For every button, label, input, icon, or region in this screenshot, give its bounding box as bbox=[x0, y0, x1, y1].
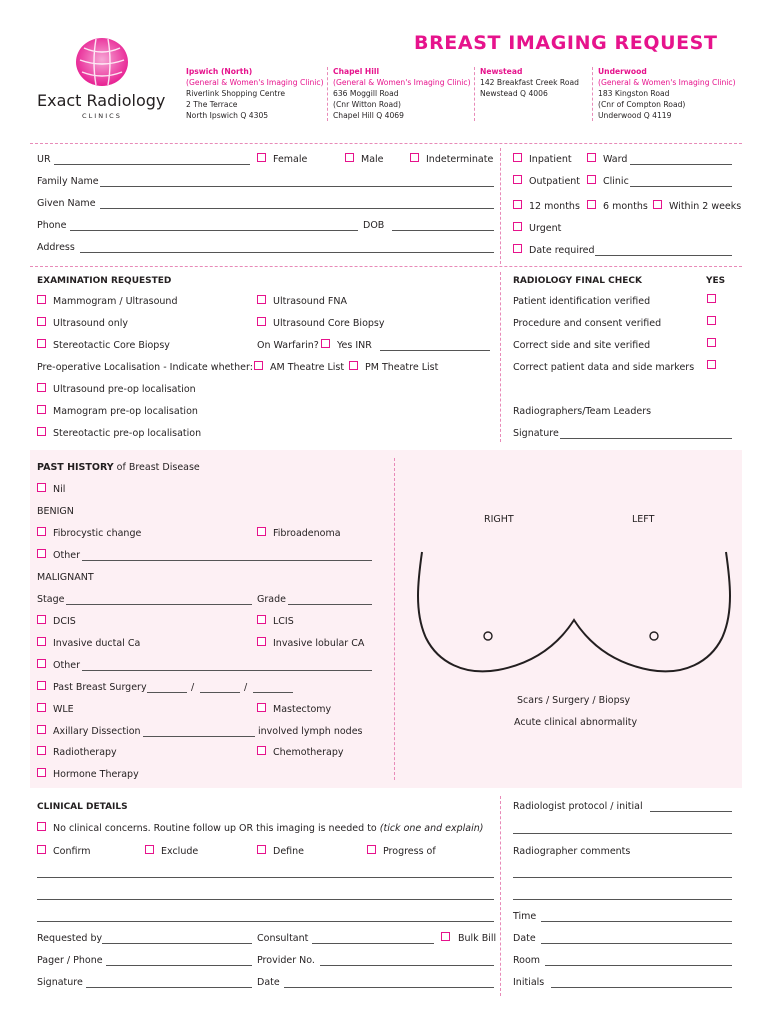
final-signature-field[interactable] bbox=[560, 438, 732, 439]
clinic-address-2: 2 The Terrace bbox=[186, 100, 238, 109]
confirm-label: Confirm bbox=[53, 846, 91, 857]
address-label: Address bbox=[37, 242, 75, 253]
us-fna-checkbox[interactable] bbox=[257, 295, 266, 304]
tick-note: (tick one and explain) bbox=[379, 823, 484, 834]
final-check-checkbox[interactable] bbox=[707, 294, 716, 303]
nipple-left bbox=[650, 632, 658, 640]
clinic-address-2: Newstead Q 4006 bbox=[480, 89, 548, 98]
hormone-checkbox[interactable] bbox=[37, 768, 46, 777]
history-heading bbox=[37, 462, 200, 474]
bulk-bill-checkbox[interactable] bbox=[441, 932, 450, 941]
12-months-label: 12 months bbox=[529, 201, 580, 212]
us-preop-label: Ultrasound pre-op localisation bbox=[53, 384, 196, 395]
time-field[interactable] bbox=[541, 921, 732, 922]
benign-other-checkbox[interactable] bbox=[37, 549, 46, 558]
final-check-item: Correct side and site verified bbox=[513, 340, 651, 351]
initials-field[interactable] bbox=[551, 987, 732, 988]
final-check-checkbox[interactable] bbox=[707, 360, 716, 369]
exam-heading: EXAMINATION REQUESTED bbox=[37, 276, 172, 286]
clinical-notes-line[interactable] bbox=[37, 899, 494, 900]
surgery-year-field[interactable] bbox=[253, 692, 293, 693]
dcis-checkbox[interactable] bbox=[37, 615, 46, 624]
involved-label: involved lymph nodes bbox=[258, 726, 363, 737]
urgent-checkbox[interactable] bbox=[513, 222, 522, 231]
urgent-label: Urgent bbox=[529, 223, 562, 234]
chemotherapy-checkbox[interactable] bbox=[257, 746, 266, 755]
stage-field[interactable] bbox=[66, 604, 252, 605]
provider-label: Provider No. bbox=[257, 955, 315, 966]
grade-field[interactable] bbox=[288, 604, 372, 605]
lcis-checkbox[interactable] bbox=[257, 615, 266, 624]
clinical-notes-line[interactable] bbox=[37, 877, 494, 878]
protocol-field[interactable] bbox=[650, 811, 732, 812]
us-core-checkbox[interactable] bbox=[257, 317, 266, 326]
nil-label: Nil bbox=[53, 484, 66, 495]
outpatient-checkbox[interactable] bbox=[513, 175, 522, 184]
clinic-address-1: 636 Moggill Road bbox=[333, 89, 399, 98]
page-title: BREAST IMAGING REQUEST bbox=[414, 32, 718, 54]
clinic-address-3: North Ipswich Q 4305 bbox=[186, 111, 269, 120]
mammo-us-checkbox[interactable] bbox=[37, 295, 46, 304]
pager-label: Pager / Phone bbox=[37, 955, 103, 966]
room-label: Room bbox=[513, 955, 541, 966]
requested-by-label: Requested by bbox=[37, 933, 103, 944]
12-months-checkbox[interactable] bbox=[513, 200, 522, 209]
invasive-ductal-label: Invasive ductal Ca bbox=[53, 638, 141, 649]
final-check-item: Correct patient data and side markers bbox=[513, 362, 695, 373]
comments-line[interactable] bbox=[513, 899, 732, 900]
inpatient-checkbox[interactable] bbox=[513, 153, 522, 162]
divider bbox=[500, 796, 501, 996]
no-concerns-checkbox[interactable] bbox=[37, 822, 46, 831]
ur-field[interactable] bbox=[54, 164, 250, 165]
2-weeks-label: Within 2 weeks bbox=[669, 201, 742, 212]
warfarin-yes-checkbox[interactable] bbox=[321, 339, 330, 348]
room-field[interactable] bbox=[545, 965, 732, 966]
radiotherapy-checkbox[interactable] bbox=[37, 746, 46, 755]
provider-field[interactable] bbox=[320, 965, 494, 966]
left-label: LEFT bbox=[632, 514, 655, 525]
date-slash: / bbox=[244, 682, 248, 693]
consultant-field[interactable] bbox=[312, 943, 434, 944]
date-slash: / bbox=[191, 682, 195, 693]
nipple-right bbox=[484, 632, 492, 640]
protocol-label: Radiologist protocol / initial bbox=[513, 801, 643, 812]
wle-label: WLE bbox=[53, 704, 74, 715]
radiographers-label: Radiographers/Team Leaders bbox=[513, 406, 652, 417]
family-name-label: Family Name bbox=[37, 176, 99, 187]
no-concerns-label bbox=[53, 823, 484, 835]
mammo-us-label: Mammogram / Ultrasound bbox=[53, 296, 178, 307]
phone-label: Phone bbox=[37, 220, 67, 231]
mastectomy-label: Mastectomy bbox=[273, 704, 332, 715]
progress-checkbox[interactable] bbox=[367, 845, 376, 854]
family-name-field[interactable] bbox=[100, 186, 494, 187]
logo-name: Exact Radiology bbox=[37, 91, 166, 110]
clinic-address-1: 142 Breakfast Creek Road bbox=[480, 78, 579, 87]
comments-line[interactable] bbox=[513, 877, 732, 878]
malignant-other-checkbox[interactable] bbox=[37, 659, 46, 668]
clinic-name: Underwood bbox=[598, 67, 647, 76]
date-field[interactable] bbox=[284, 987, 494, 988]
us-core-label: Ultrasound Core Biopsy bbox=[273, 318, 385, 329]
no-concerns-text: No clinical concerns. Routine follow up OR this imaging is needed to bbox=[53, 823, 380, 834]
clinic-address-3: Chapel Hill Q 4069 bbox=[333, 111, 404, 120]
clinic-address-2: (Cnr of Compton Road) bbox=[598, 100, 686, 109]
breast-outline[interactable] bbox=[400, 540, 742, 680]
clinic-address-1: 183 Kingston Road bbox=[598, 89, 670, 98]
clinic-address-2: (Cnr Witton Road) bbox=[333, 100, 401, 109]
clinic-name: Chapel Hill bbox=[333, 67, 380, 76]
staff-date-field[interactable] bbox=[541, 943, 732, 944]
us-fna-label: Ultrasound FNA bbox=[273, 296, 347, 307]
bulk-bill-label: Bulk Bill bbox=[458, 933, 497, 944]
confirm-checkbox[interactable] bbox=[37, 845, 46, 854]
time-label: Time bbox=[513, 911, 537, 922]
hormone-label: Hormone Therapy bbox=[53, 769, 139, 780]
initials-label: Initials bbox=[513, 977, 545, 988]
fibroadenoma-checkbox[interactable] bbox=[257, 527, 266, 536]
given-name-label: Given Name bbox=[37, 198, 96, 209]
right-label: RIGHT bbox=[484, 514, 514, 525]
warfarin-label: On Warfarin? bbox=[257, 340, 319, 351]
axillary-checkbox[interactable] bbox=[37, 725, 46, 734]
history-heading-bold: PAST HISTORY bbox=[37, 462, 114, 473]
past-surgery-label: Past Breast Surgery bbox=[53, 682, 147, 693]
stereo-preop-checkbox[interactable] bbox=[37, 427, 46, 436]
clinic-name: Newstead bbox=[480, 67, 523, 76]
clinical-notes-line[interactable] bbox=[37, 921, 494, 922]
fibroadenoma-label: Fibroadenoma bbox=[273, 528, 341, 539]
lymph-nodes-field[interactable] bbox=[143, 736, 255, 737]
final-check-item: Patient identification verified bbox=[513, 296, 651, 307]
yes-column-label: YES bbox=[706, 276, 726, 286]
given-name-field[interactable] bbox=[100, 208, 494, 209]
divider bbox=[500, 148, 501, 264]
signature-field[interactable] bbox=[86, 987, 252, 988]
clinic-address-1: Riverlink Shopping Centre bbox=[186, 89, 285, 98]
exclude-checkbox[interactable] bbox=[145, 845, 154, 854]
clinic-note: (General & Women's Imaging Clinic) bbox=[186, 78, 324, 87]
divider bbox=[500, 272, 501, 442]
pm-list-label: PM Theatre List bbox=[365, 362, 439, 373]
define-label: Define bbox=[273, 846, 305, 857]
malignant-other-label: Other bbox=[53, 660, 80, 671]
fibrocystic-label: Fibrocystic change bbox=[53, 528, 142, 539]
divider bbox=[30, 266, 742, 267]
consultant-label: Consultant bbox=[257, 933, 309, 944]
clinic-name: Ipswich (North) bbox=[186, 67, 253, 76]
preop-label: Pre-operative Localisation - Indicate whether: bbox=[37, 362, 253, 373]
final-check-heading: RADIOLOGY FINAL CHECK bbox=[513, 276, 642, 286]
6-months-checkbox[interactable] bbox=[587, 200, 596, 209]
dcis-label: DCIS bbox=[53, 616, 76, 627]
pager-field[interactable] bbox=[106, 965, 252, 966]
dob-field[interactable] bbox=[392, 230, 494, 231]
2-weeks-checkbox[interactable] bbox=[653, 200, 662, 209]
date-required-field[interactable] bbox=[595, 255, 732, 256]
6-months-label: 6 months bbox=[603, 201, 648, 212]
am-list-checkbox[interactable] bbox=[254, 361, 263, 370]
male-label: Male bbox=[361, 154, 384, 165]
wle-checkbox[interactable] bbox=[37, 703, 46, 712]
address-field[interactable] bbox=[80, 252, 494, 253]
mammo-preop-label: Mamogram pre-op localisation bbox=[53, 406, 198, 417]
clinical-heading: CLINICAL DETAILS bbox=[37, 802, 128, 812]
clinic-note: (General & Women's Imaging Clinic) bbox=[598, 78, 736, 87]
history-heading-rest: of Breast Disease bbox=[113, 462, 200, 473]
acute-label: Acute clinical abnormality bbox=[514, 717, 638, 728]
indeterminate-checkbox[interactable] bbox=[410, 153, 419, 162]
divider bbox=[394, 458, 395, 780]
stereo-preop-label: Stereotactic pre-op localisation bbox=[53, 428, 202, 439]
clinic-note: (General & Women's Imaging Clinic) bbox=[333, 78, 471, 87]
axillary-label: Axillary Dissection bbox=[53, 726, 141, 737]
chemotherapy-label: Chemotherapy bbox=[273, 747, 344, 758]
surgery-day-field[interactable] bbox=[147, 692, 187, 693]
malignant-other-field[interactable] bbox=[82, 670, 372, 671]
mammo-preop-checkbox[interactable] bbox=[37, 405, 46, 414]
divider bbox=[592, 67, 593, 121]
clinic-field[interactable] bbox=[630, 186, 732, 187]
scars-label: Scars / Surgery / Biopsy bbox=[517, 695, 631, 706]
final-check-item: Procedure and consent verified bbox=[513, 318, 662, 329]
stage-label: Stage bbox=[37, 594, 65, 605]
fibrocystic-checkbox[interactable] bbox=[37, 527, 46, 536]
stereo-core-checkbox[interactable] bbox=[37, 339, 46, 348]
lcis-label: LCIS bbox=[273, 616, 294, 627]
comments-label: Radiographer comments bbox=[513, 846, 631, 857]
benign-label: BENIGN bbox=[37, 506, 74, 517]
define-checkbox[interactable] bbox=[257, 845, 266, 854]
dob-label: DOB bbox=[363, 220, 385, 231]
staff-date-label: Date bbox=[513, 933, 536, 944]
past-surgery-checkbox[interactable] bbox=[37, 681, 46, 690]
ward-field[interactable] bbox=[630, 164, 732, 165]
us-only-checkbox[interactable] bbox=[37, 317, 46, 326]
stereo-core-label: Stereotactic Core Biopsy bbox=[53, 340, 170, 351]
outpatient-label: Outpatient bbox=[529, 176, 581, 187]
inpatient-label: Inpatient bbox=[529, 154, 572, 165]
ward-label: Ward bbox=[603, 154, 628, 165]
clinic-address-3: Underwood Q 4119 bbox=[598, 111, 672, 120]
benign-other-label: Other bbox=[53, 550, 80, 561]
benign-other-field[interactable] bbox=[82, 560, 372, 561]
protocol-field-2[interactable] bbox=[513, 833, 732, 834]
requested-by-field[interactable] bbox=[102, 943, 252, 944]
phone-field[interactable] bbox=[70, 230, 358, 231]
us-preop-checkbox[interactable] bbox=[37, 383, 46, 392]
date-label: Date bbox=[257, 977, 280, 988]
radiotherapy-label: Radiotherapy bbox=[53, 747, 117, 758]
clinic-checkbox[interactable] bbox=[587, 175, 596, 184]
inr-label: Yes INR bbox=[337, 340, 372, 351]
surgery-month-field[interactable] bbox=[200, 692, 240, 693]
logo-mark-icon bbox=[74, 36, 130, 88]
logo-sub: C L I N I C S bbox=[82, 112, 120, 120]
ur-label: UR bbox=[37, 154, 51, 165]
final-check-checkbox[interactable] bbox=[707, 316, 716, 325]
divider bbox=[327, 67, 328, 121]
clinic-label: Clinic bbox=[603, 176, 629, 187]
date-required-label: Date required bbox=[529, 245, 595, 256]
am-list-label: AM Theatre List bbox=[270, 362, 345, 373]
signature-label: Signature bbox=[37, 977, 83, 988]
mastectomy-checkbox[interactable] bbox=[257, 703, 266, 712]
pm-list-checkbox[interactable] bbox=[349, 361, 358, 370]
female-label: Female bbox=[273, 154, 308, 165]
male-checkbox[interactable] bbox=[345, 153, 354, 162]
exclude-label: Exclude bbox=[161, 846, 199, 857]
us-only-label: Ultrasound only bbox=[53, 318, 128, 329]
inr-field[interactable] bbox=[380, 350, 490, 351]
female-checkbox[interactable] bbox=[257, 153, 266, 162]
nil-checkbox[interactable] bbox=[37, 483, 46, 492]
final-check-checkbox[interactable] bbox=[707, 338, 716, 347]
indeterminate-label: Indeterminate bbox=[426, 154, 494, 165]
final-signature-label: Signature bbox=[513, 428, 559, 439]
invasive-lobular-label: Invasive lobular CA bbox=[273, 638, 365, 649]
malignant-label: MALIGNANT bbox=[37, 572, 94, 583]
progress-label: Progress of bbox=[383, 846, 436, 857]
divider bbox=[474, 67, 475, 121]
invasive-lobular-checkbox[interactable] bbox=[257, 637, 266, 646]
grade-label: Grade bbox=[257, 594, 286, 605]
ward-checkbox[interactable] bbox=[587, 153, 596, 162]
invasive-ductal-checkbox[interactable] bbox=[37, 637, 46, 646]
divider bbox=[30, 143, 742, 144]
date-required-checkbox[interactable] bbox=[513, 244, 522, 253]
